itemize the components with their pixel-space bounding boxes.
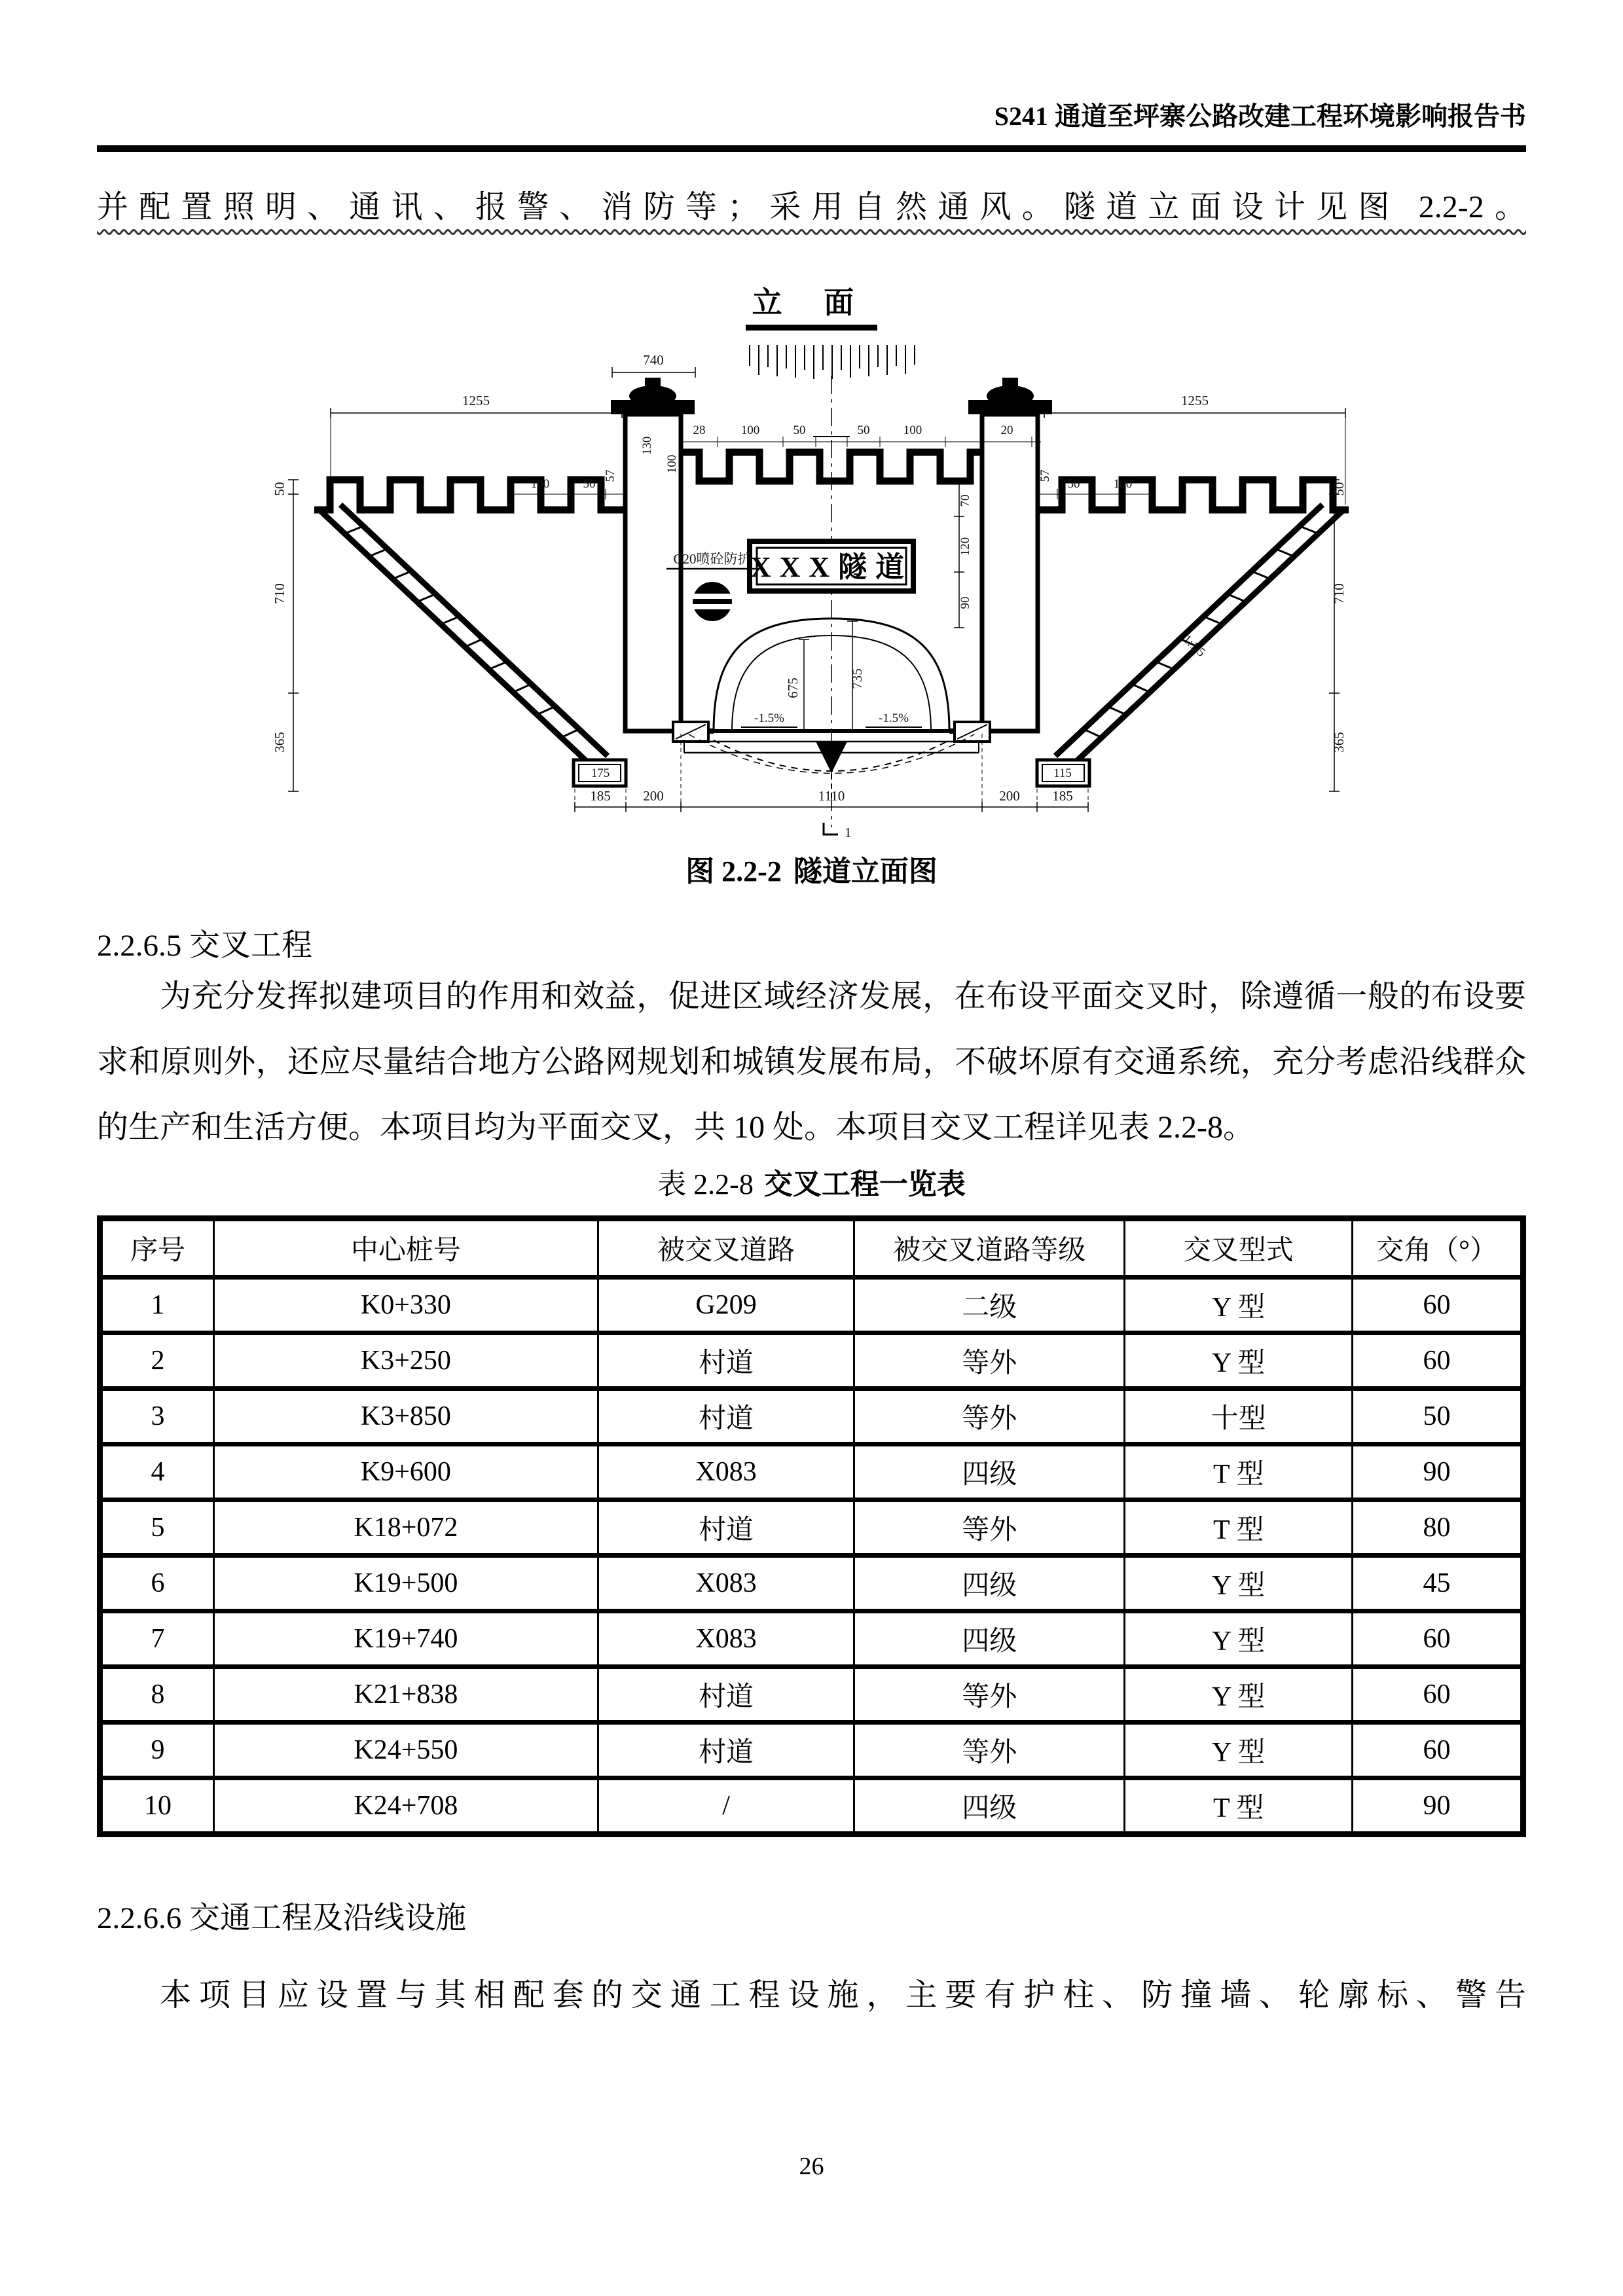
section-mark-label: 1 bbox=[844, 825, 851, 840]
table-cell: K24+550 bbox=[213, 1723, 598, 1778]
table-cell: 1 bbox=[100, 1278, 214, 1333]
table-row bbox=[100, 1611, 1523, 1667]
section-2265-paragraph: 为充分发挥拟建项目的作用和效益，促进区域经济发展，在布设平面交叉时，除遵循一般的布设要求和原则外，还应尽量结合地方公路网规划和城镇发展布局，不破坏原有交通系统，充分考虑沿线群众的生产和生活方便。本项目均为平面交叉，共 10 处。本项目交叉工程详见表 2.2-8。 bbox=[97, 979, 1526, 1145]
table-cell: / bbox=[598, 1778, 854, 1835]
table-cell: 60 bbox=[1353, 1278, 1523, 1333]
dim-span-right: 1255 bbox=[1180, 393, 1209, 408]
table-cell: K0+330 bbox=[213, 1278, 598, 1333]
figure-caption bbox=[97, 848, 1526, 889]
table-cell: 等外 bbox=[854, 1333, 1125, 1389]
column-header: 序号 bbox=[100, 1219, 214, 1278]
table-cell: 村道 bbox=[598, 1723, 854, 1778]
section-heading-2265: 2.2.6.5 交叉工程 bbox=[97, 929, 312, 963]
dim-185: 185 bbox=[1051, 788, 1073, 804]
table-cell: 60 bbox=[1353, 1333, 1523, 1389]
intersection-table bbox=[97, 1215, 1526, 1837]
dim-wall-50: 50 bbox=[1067, 477, 1080, 491]
slope-ratio-label: 1:1.5 bbox=[1180, 632, 1208, 660]
section-2266-paragraph: 本项目应设置与其相配套的交通工程设施，主要有护柱、防撞墙、轮廓标、警告 bbox=[160, 1978, 1526, 2013]
page-content bbox=[97, 98, 1526, 2028]
dim-20: 20 bbox=[1000, 423, 1013, 437]
table-cell: 二级 bbox=[854, 1278, 1125, 1333]
table-cell: 等外 bbox=[854, 1667, 1125, 1723]
table-title-text: 交叉工程一览表 bbox=[763, 1168, 966, 1200]
column-header: 被交叉道路等级 bbox=[854, 1219, 1125, 1278]
table-cell: 四级 bbox=[854, 1556, 1125, 1611]
dim-57: 57 bbox=[1038, 469, 1052, 482]
table-cell: 8 bbox=[100, 1667, 214, 1723]
table-cell: Y 型 bbox=[1125, 1723, 1353, 1778]
table-cell: K3+850 bbox=[213, 1389, 598, 1444]
table-cell: 四级 bbox=[854, 1611, 1125, 1667]
table-cell: K19+500 bbox=[213, 1556, 598, 1611]
table-cell: 村道 bbox=[598, 1389, 854, 1444]
table-cell: K24+708 bbox=[213, 1778, 598, 1835]
section-heading-2266: 2.2.6.6 交通工程及沿线设施 bbox=[97, 1901, 466, 1935]
table-cell: Y 型 bbox=[1125, 1556, 1353, 1611]
tunnel-name-sign: XXX隧道 bbox=[750, 551, 913, 583]
table-cell: 村道 bbox=[598, 1667, 854, 1723]
intro-paragraph: 并配置照明、通讯、报警、消防等；采用自然通风。隧道立面设计见图 2.2-2。 bbox=[97, 190, 1526, 224]
table-cell: 3 bbox=[100, 1389, 214, 1444]
table-row bbox=[100, 1778, 1523, 1835]
table-cell: 90 bbox=[1353, 1778, 1523, 1835]
dim-675: 675 bbox=[784, 677, 801, 698]
figure-caption-number: 图 2.2-2 bbox=[685, 855, 782, 888]
table-cell: K3+250 bbox=[213, 1333, 598, 1389]
dim-footing-115: 115 bbox=[1053, 766, 1072, 780]
table-cell: Y 型 bbox=[1125, 1667, 1353, 1723]
table-cell: 80 bbox=[1353, 1500, 1523, 1556]
dim-span-left: 1255 bbox=[462, 393, 490, 408]
table-cell: 5 bbox=[100, 1500, 214, 1556]
table-cell: K18+072 bbox=[213, 1500, 598, 1556]
table-cell: 10 bbox=[100, 1778, 214, 1835]
table-cell: T 型 bbox=[1125, 1444, 1353, 1500]
dim-v50-left: 50 bbox=[271, 482, 287, 496]
dim-50: 50 bbox=[793, 423, 805, 437]
table-cell: 60 bbox=[1353, 1723, 1523, 1778]
table-row bbox=[100, 1389, 1523, 1444]
table-cell: 6 bbox=[100, 1556, 214, 1611]
table-cell: 村道 bbox=[598, 1500, 854, 1556]
table-cell: 十型 bbox=[1125, 1389, 1353, 1444]
table-row bbox=[100, 1500, 1523, 1556]
table-row bbox=[100, 1556, 1523, 1611]
dim-200: 200 bbox=[642, 788, 664, 804]
table-cell: 2 bbox=[100, 1333, 214, 1389]
dim-v365-left: 365 bbox=[271, 732, 287, 753]
dim-90: 90 bbox=[958, 596, 972, 609]
table-cell: X083 bbox=[598, 1444, 854, 1500]
page-header-title: S241 通道至坪寨公路改建工程环境影响报告书 bbox=[97, 98, 1526, 152]
table-cell: 四级 bbox=[854, 1444, 1125, 1500]
column-header: 交叉型式 bbox=[1125, 1219, 1353, 1278]
column-header: 中心桩号 bbox=[213, 1219, 598, 1278]
dim-v710-left: 710 bbox=[271, 583, 287, 604]
table-title-number: 表 2.2-8 bbox=[657, 1168, 754, 1200]
table-cell: Y 型 bbox=[1125, 1278, 1353, 1333]
table-cell: T 型 bbox=[1125, 1778, 1353, 1835]
column-header: 被交叉道路 bbox=[598, 1219, 854, 1278]
table-cell: 45 bbox=[1353, 1556, 1523, 1611]
table-header-row bbox=[100, 1219, 1523, 1278]
table-cell: K9+600 bbox=[213, 1444, 598, 1500]
dim-28: 28 bbox=[693, 423, 705, 437]
table-cell: X083 bbox=[598, 1611, 854, 1667]
table-cell: Y 型 bbox=[1125, 1611, 1353, 1667]
dim-100: 100 bbox=[903, 423, 922, 437]
table-cell: 90 bbox=[1353, 1444, 1523, 1500]
dim-50: 50 bbox=[857, 423, 869, 437]
table-cell: 4 bbox=[100, 1444, 214, 1500]
table-cell: T 型 bbox=[1125, 1500, 1353, 1556]
table-cell: 60 bbox=[1353, 1667, 1523, 1723]
dim-200: 200 bbox=[998, 788, 1020, 804]
table-title bbox=[97, 1160, 1526, 1202]
table-cell: 9 bbox=[100, 1723, 214, 1778]
table-row bbox=[100, 1667, 1523, 1723]
dim-v710-right: 710 bbox=[1330, 583, 1347, 604]
dim-tower-100: 100 bbox=[665, 454, 679, 474]
table-cell: 等外 bbox=[854, 1723, 1125, 1778]
table-row bbox=[100, 1333, 1523, 1389]
table-cell: K19+740 bbox=[213, 1611, 598, 1667]
table-cell: G209 bbox=[598, 1278, 854, 1333]
dim-cap-width: 740 bbox=[642, 352, 664, 368]
dim-185: 185 bbox=[589, 788, 611, 804]
table-cell: 7 bbox=[100, 1611, 214, 1667]
dim-57: 57 bbox=[603, 469, 617, 482]
dim-100: 100 bbox=[740, 423, 759, 437]
dim-wall-100: 100 bbox=[530, 477, 549, 491]
dim-footing-175: 175 bbox=[591, 766, 610, 780]
dim-wall-50: 50 bbox=[583, 477, 595, 491]
table-cell: 四级 bbox=[854, 1778, 1125, 1835]
emblem-label: C20喷砼防护 bbox=[672, 551, 752, 567]
table-row bbox=[100, 1444, 1523, 1500]
tunnel-elevation-drawing bbox=[97, 340, 1526, 845]
slope-label-right: -1.5% bbox=[878, 711, 909, 725]
table-cell: 60 bbox=[1353, 1611, 1523, 1667]
table-cell: K21+838 bbox=[213, 1667, 598, 1723]
figure-title-wrap bbox=[97, 279, 1526, 331]
dim-1110: 1110 bbox=[818, 788, 845, 804]
figure-title: 立 面 bbox=[746, 279, 878, 331]
table-cell: 50 bbox=[1353, 1389, 1523, 1444]
table-cell: 等外 bbox=[854, 1500, 1125, 1556]
dim-120: 120 bbox=[958, 537, 972, 556]
drawing-lines bbox=[288, 345, 1349, 834]
dim-70: 70 bbox=[958, 494, 972, 507]
table-row bbox=[100, 1723, 1523, 1778]
table-cell: X083 bbox=[598, 1556, 854, 1611]
slope-label-left: -1.5% bbox=[754, 711, 784, 725]
dim-v365-right: 365 bbox=[1330, 732, 1347, 753]
page-number: 26 bbox=[799, 2153, 824, 2180]
figure-caption-text: 隧道立面图 bbox=[793, 855, 938, 888]
dim-735: 735 bbox=[848, 668, 865, 689]
table-cell: 村道 bbox=[598, 1333, 854, 1389]
table-row bbox=[100, 1278, 1523, 1333]
dim-v50-right: 50 bbox=[1330, 482, 1347, 496]
table-cell: 等外 bbox=[854, 1389, 1125, 1444]
dim-wall-100: 100 bbox=[1113, 477, 1132, 491]
table-cell: Y 型 bbox=[1125, 1333, 1353, 1389]
dim-tower-130: 130 bbox=[640, 436, 654, 456]
column-header: 交角（°） bbox=[1353, 1219, 1523, 1278]
